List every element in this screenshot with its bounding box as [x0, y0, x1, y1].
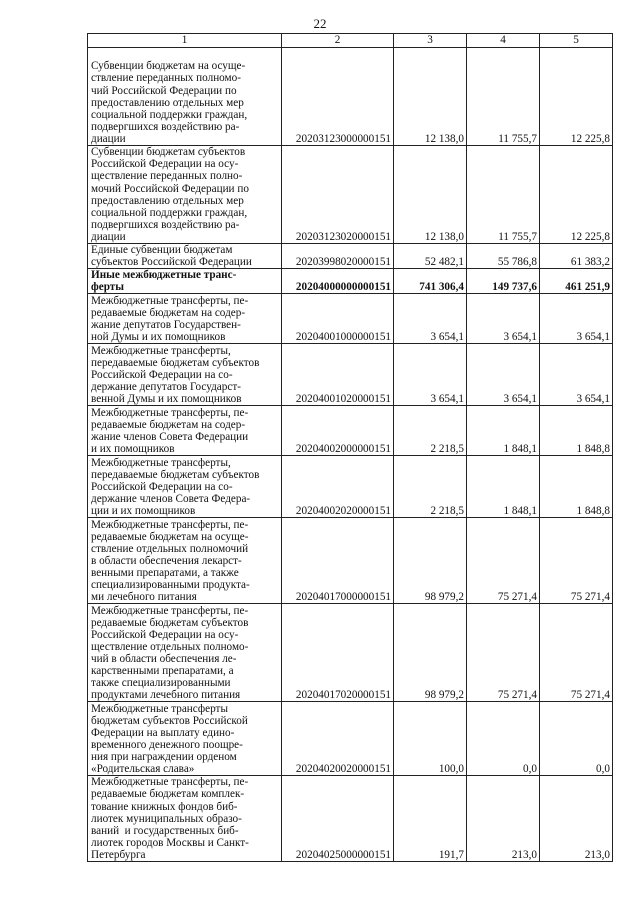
row-name-cell: Иные межбюджетные транс- ферты [88, 269, 282, 294]
row-name-cell: Межбюджетные трансферты, пе- редаваемые бюджетам субъектов Российской Федерации на осу- ществление отдельных полномо- чий в области обеспечения ле- карственными препаратами, а также специализированными продуктами лечебного питания [88, 604, 282, 702]
table-row [88, 456, 613, 518]
row-value-col-3: 100,0 [394, 702, 467, 776]
table-row [88, 406, 613, 456]
row-value-col-4: 11 755,7 [467, 146, 540, 244]
row-value-col-4: 149 737,6 [467, 269, 540, 294]
row-code-cell: 20204001000000151 [282, 294, 394, 344]
budget-table [87, 33, 613, 862]
table-row [88, 269, 613, 294]
row-value-col-4: 213,0 [467, 776, 540, 862]
page-number: 22 [313, 16, 327, 31]
row-value-col-3: 3 654,1 [394, 294, 467, 344]
row-value-col-4: 1 848,1 [467, 456, 540, 518]
row-value-col-5: 213,0 [540, 776, 613, 862]
row-value-col-3: 12 138,0 [394, 146, 467, 244]
row-value-col-5: 3 654,1 [540, 344, 613, 406]
row-value-col-3: 52 482,1 [394, 244, 467, 269]
row-value-col-5: 461 251,9 [540, 269, 613, 294]
row-code-cell: 20204017020000151 [282, 604, 394, 702]
header-col-2: 2 [282, 34, 394, 48]
row-name-cell: Единые субвенции бюджетам субъектов Российской Федерации [88, 244, 282, 269]
header-col-3: 3 [394, 34, 467, 48]
table-row [88, 294, 613, 344]
header-col-1: 1 [88, 34, 282, 48]
row-value-col-4: 75 271,4 [467, 518, 540, 604]
row-name-cell: Межбюджетные трансферты, пе- редаваемые бюджетам комплек- тование книжных фондов биб- лиотек муниципальных образо- ваний и государственных биб- лиотек городов Москвы и Санкт- Петербурга [88, 776, 282, 862]
row-name-cell: Межбюджетные трансферты бюджетам субъектов Российской Федерации на выплату едино- временного денежного поощре- ния при награждении орденом «Родительская слава» [88, 702, 282, 776]
row-value-col-3: 2 218,5 [394, 406, 467, 456]
row-name-cell: Межбюджетные трансферты, пе- редаваемые бюджетам на осуще- ствление отдельных полномочий в области обеспечения лекарст- венными препаратами, а также специализированными продукта- ми лечебного питания [88, 518, 282, 604]
row-value-col-5: 1 848,8 [540, 406, 613, 456]
table-row [88, 518, 613, 604]
row-value-col-5: 0,0 [540, 702, 613, 776]
row-value-col-5: 12 225,8 [540, 48, 613, 146]
table-header [88, 34, 613, 48]
table-row [88, 48, 613, 146]
row-name-cell: Межбюджетные трансферты, передаваемые бюджетам субъектов Российской Федерации на со- держание депутатов Государст- венной Думы и их помощников [88, 344, 282, 406]
row-value-col-5: 75 271,4 [540, 518, 613, 604]
row-value-col-3: 98 979,2 [394, 604, 467, 702]
row-value-col-4: 3 654,1 [467, 294, 540, 344]
row-value-col-5: 12 225,8 [540, 146, 613, 244]
row-code-cell: 20204017000000151 [282, 518, 394, 604]
header-row [88, 34, 613, 48]
row-code-cell: 20204000000000151 [282, 269, 394, 294]
row-code-cell: 20203123020000151 [282, 146, 394, 244]
row-value-col-4: 1 848,1 [467, 406, 540, 456]
row-code-cell: 20204020020000151 [282, 702, 394, 776]
table-row [88, 244, 613, 269]
table-row [88, 344, 613, 406]
row-value-col-4: 75 271,4 [467, 604, 540, 702]
row-value-col-3: 2 218,5 [394, 456, 467, 518]
row-code-cell: 20204025000000151 [282, 776, 394, 862]
table-row [88, 702, 613, 776]
row-name-cell: Субвенции бюджетам на осуще- ствление переданных полномо- чий Российской Федерации по предоставлению отдельных мер социальной поддержки граждан, подвергшихся воздействию ра- диации [88, 48, 282, 146]
table-row [88, 604, 613, 702]
row-value-col-4: 55 786,8 [467, 244, 540, 269]
row-name-cell: Субвенции бюджетам субъектов Российской Федерации на осу- ществление переданных полно- мочий Российской Федерации по предоставлению отдельных мер социальной поддержки граждан, подвергшихся воздействию ра- диации [88, 146, 282, 244]
row-name-cell: Межбюджетные трансферты, передаваемые бюджетам субъектов Российской Федерации на со- держание членов Совета Федера- ции и их помощников [88, 456, 282, 518]
row-name-cell: Межбюджетные трансферты, пе- редаваемые бюджетам на содер- жание депутатов Государствен- ной Думы и их помощников [88, 294, 282, 344]
row-value-col-3: 98 979,2 [394, 518, 467, 604]
row-value-col-4: 0,0 [467, 702, 540, 776]
row-value-col-4: 11 755,7 [467, 48, 540, 146]
header-col-4: 4 [467, 34, 540, 48]
row-value-col-3: 3 654,1 [394, 344, 467, 406]
header-col-5: 5 [540, 34, 613, 48]
row-code-cell: 20204001020000151 [282, 344, 394, 406]
table-row [88, 146, 613, 244]
row-value-col-5: 61 383,2 [540, 244, 613, 269]
row-code-cell: 20204002020000151 [282, 456, 394, 518]
row-value-col-5: 3 654,1 [540, 294, 613, 344]
row-value-col-3: 191,7 [394, 776, 467, 862]
row-value-col-3: 12 138,0 [394, 48, 467, 146]
table-row [88, 776, 613, 862]
table-body [88, 48, 613, 862]
row-value-col-4: 3 654,1 [467, 344, 540, 406]
row-code-cell: 20203998020000151 [282, 244, 394, 269]
row-value-col-5: 75 271,4 [540, 604, 613, 702]
row-value-col-3: 741 306,4 [394, 269, 467, 294]
row-code-cell: 20203123000000151 [282, 48, 394, 146]
row-name-cell: Межбюджетные трансферты, пе- редаваемые бюджетам на содер- жание членов Совета Федерации и их помощников [88, 406, 282, 456]
row-code-cell: 20204002000000151 [282, 406, 394, 456]
row-value-col-5: 1 848,8 [540, 456, 613, 518]
